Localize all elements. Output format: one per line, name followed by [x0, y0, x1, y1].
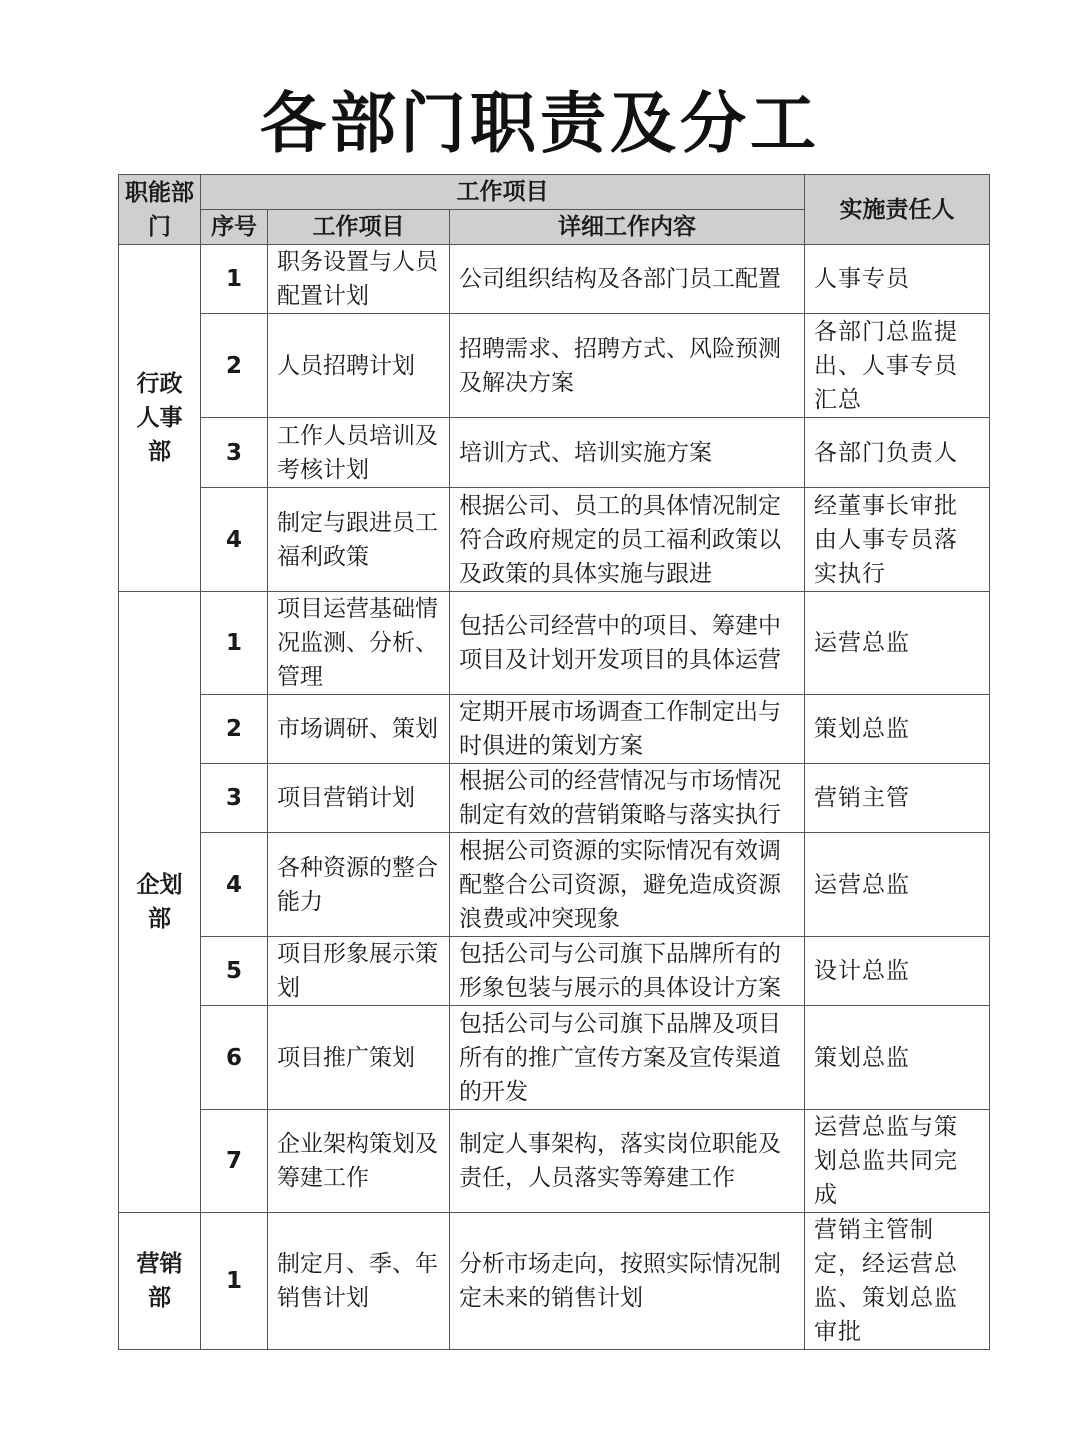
- row-item: 职务设置与人员配置计划: [268, 245, 450, 314]
- row-detail: 根据公司资源的实际情况有效调配整合公司资源，避免造成资源浪费或冲突现象: [450, 833, 805, 937]
- row-item: 项目推广策划: [268, 1006, 450, 1110]
- row-detail: 公司组织结构及各部门员工配置: [450, 245, 805, 314]
- row-index: 3: [201, 764, 268, 833]
- page-title: 各部门职责及分工: [260, 85, 820, 162]
- row-index: 5: [201, 937, 268, 1006]
- row-detail: 根据公司的经营情况与市场情况制定有效的营销策略与落实执行: [450, 764, 805, 833]
- table-row: [119, 592, 990, 695]
- row-index: 3: [201, 418, 268, 488]
- row-detail: 分析市场走向，按照实际情况制定未来的销售计划: [450, 1213, 805, 1350]
- row-owner: 运营总监与策划总监共同完成: [805, 1110, 990, 1213]
- row-detail: 招聘需求、招聘方式、风险预测及解决方案: [450, 314, 805, 418]
- row-item: 制定与跟进员工福利政策: [268, 488, 450, 592]
- row-item: 项目营销计划: [268, 764, 450, 833]
- table-row: [119, 1006, 990, 1110]
- row-owner: 经董事长审批由人事专员落实执行: [805, 488, 990, 592]
- row-owner: 营销主管制定，经运营总监、策划总监审批: [805, 1213, 990, 1350]
- header-work-group: 工作项目: [201, 175, 805, 210]
- row-index: 1: [201, 592, 268, 695]
- row-owner: 策划总监: [805, 1006, 990, 1110]
- row-detail: 培训方式、培训实施方案: [450, 418, 805, 488]
- row-index: 6: [201, 1006, 268, 1110]
- row-item: 市场调研、策划: [268, 695, 450, 764]
- row-item: 企业架构策划及筹建工作: [268, 1110, 450, 1213]
- row-owner: 各部门负责人: [805, 418, 990, 488]
- row-index: 4: [201, 833, 268, 937]
- header-dept: 职能部门: [119, 175, 201, 245]
- row-owner: 运营总监: [805, 592, 990, 695]
- row-owner: 各部门总监提出、人事专员汇总: [805, 314, 990, 418]
- table-row: [119, 833, 990, 937]
- table-row: [119, 314, 990, 418]
- row-item: 各种资源的整合能力: [268, 833, 450, 937]
- row-index: 1: [201, 245, 268, 314]
- row-owner: 设计总监: [805, 937, 990, 1006]
- row-detail: 制定人事架构，落实岗位职能及责任，人员落实等筹建工作: [450, 1110, 805, 1213]
- table-row: [119, 418, 990, 488]
- row-owner: 策划总监: [805, 695, 990, 764]
- row-detail: 包括公司经营中的项目、筹建中项目及计划开发项目的具体运营: [450, 592, 805, 695]
- table-row: [119, 764, 990, 833]
- dept-cell-admin-hr: 行政人事部: [119, 245, 201, 592]
- dept-cell-marketing: 营销部: [119, 1213, 201, 1350]
- table-row: [119, 1110, 990, 1213]
- header-detail: 详细工作内容: [450, 210, 805, 245]
- row-item: 制定月、季、年销售计划: [268, 1213, 450, 1350]
- row-detail: 根据公司、员工的具体情况制定符合政府规定的员工福利政策以及政策的具体实施与跟进: [450, 488, 805, 592]
- table-row: [119, 937, 990, 1006]
- row-index: 4: [201, 488, 268, 592]
- duty-table: [118, 174, 990, 1350]
- row-detail: 包括公司与公司旗下品牌所有的形象包装与展示的具体设计方案: [450, 937, 805, 1006]
- row-index: 7: [201, 1110, 268, 1213]
- row-index: 1: [201, 1213, 268, 1350]
- row-item: 工作人员培训及考核计划: [268, 418, 450, 488]
- table-row: [119, 488, 990, 592]
- row-detail: 包括公司与公司旗下品牌及项目所有的推广宣传方案及宣传渠道的开发: [450, 1006, 805, 1110]
- table-row: [119, 245, 990, 314]
- dept-cell-planning: 企划部: [119, 592, 201, 1213]
- row-owner: 运营总监: [805, 833, 990, 937]
- header-item: 工作项目: [268, 210, 450, 245]
- header-index: 序号: [201, 210, 268, 245]
- row-owner: 人事专员: [805, 245, 990, 314]
- row-detail: 定期开展市场调查工作制定出与时俱进的策划方案: [450, 695, 805, 764]
- row-index: 2: [201, 314, 268, 418]
- row-item: 人员招聘计划: [268, 314, 450, 418]
- row-item: 项目运营基础情况监测、分析、管理: [268, 592, 450, 695]
- row-owner: 营销主管: [805, 764, 990, 833]
- table-row: [119, 1213, 990, 1350]
- table-row: [119, 695, 990, 764]
- row-index: 2: [201, 695, 268, 764]
- header-owner: 实施责任人: [805, 175, 990, 245]
- row-item: 项目形象展示策划: [268, 937, 450, 1006]
